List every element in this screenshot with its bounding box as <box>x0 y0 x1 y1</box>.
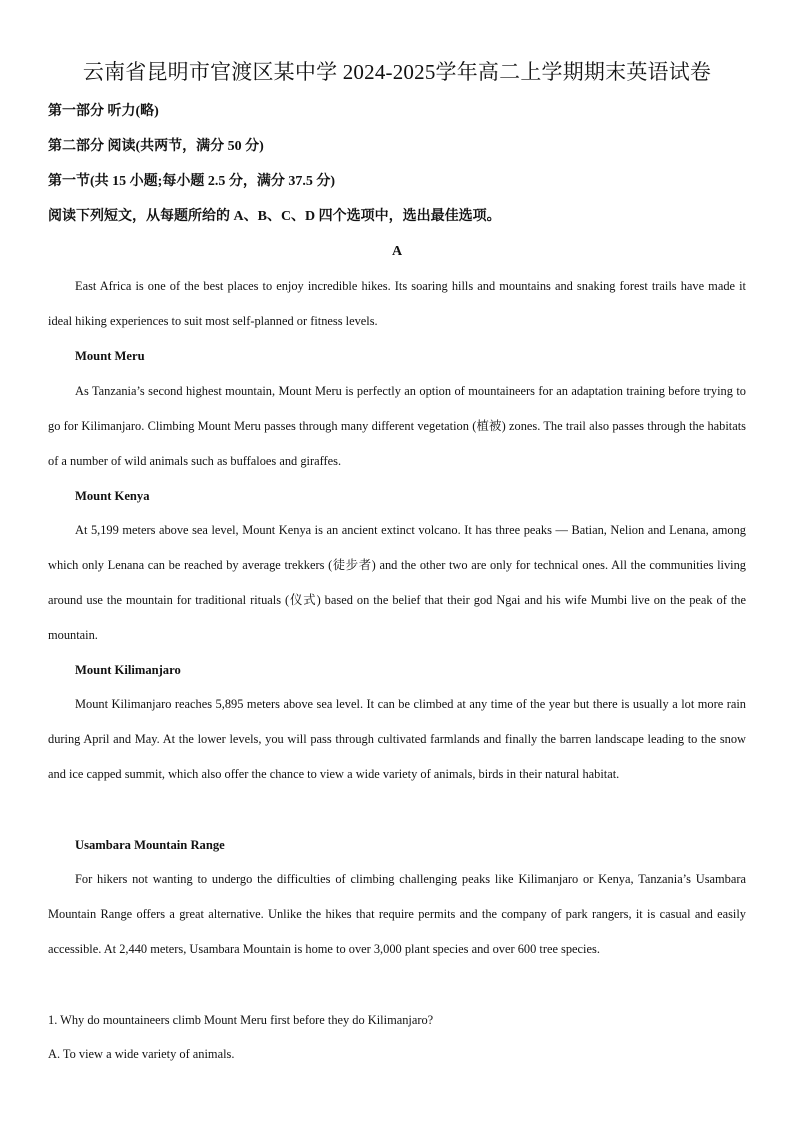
section1-heading: 第一节(共 15 小题;每小题 2.5 分，满分 37.5 分) <box>48 174 335 189</box>
instruction-text: 阅读下列短文，从每题所给的 A、B、C、D 四个选项中，选出最佳选项。 <box>48 209 501 224</box>
question-1: 1. Why do mountaineers climb Mount Meru first before they do Kilimanjaro? <box>48 1013 434 1027</box>
section-text-meru: As Tanzania’s second highest mountain, Mount Meru is perfectly an option of mountaineers for an adaptation training before trying to go for Kilimanjaro. Climbing Mount Meru passes through many different vegetation (植被) zones. The trail also passes through the habitats of a number of wild animals such as buffaloes and giraffes. <box>48 384 746 468</box>
section-heading-usambara: Usambara Mountain Range <box>75 838 225 852</box>
section-text-kilimanjaro: Mount Kilimanjaro reaches 5,895 meters above sea level. It can be climbed at any time of the year but there is usually a lot more rain during April and May. At the lower levels, you will pass through cultivated farmlands and finally the barren landscape leading to the snow and ice capped summit, which also offer the chance to view a wide variety of animals, birds in their natural habitat. <box>48 697 746 781</box>
section-heading-kilimanjaro: Mount Kilimanjaro <box>75 663 181 677</box>
section-heading-kenya: Mount Kenya <box>75 489 150 503</box>
document-title: 云南省昆明市官渡区某中学 2024-2025学年高二上学期期末英语试卷 <box>82 60 712 84</box>
part2-heading: 第二部分 阅读(共两节，满分 50 分) <box>48 139 264 154</box>
part1-heading: 第一部分 听力(略) <box>48 104 159 119</box>
section-text-usambara: For hikers not wanting to undergo the difficulties of climbing challenging peaks like Kilimanjaro or Kenya, Tanzania’s Usambara Mountain Range offers a great alternative. Unlike the hikes that require permits and the company of park rangers, it is casual and easily accessible. At 2,440 meters, Usambara Mountain is home to over 3,000 plant species and over 600 tree species. <box>48 872 746 956</box>
question-1-option-a[interactable]: A. To view a wide variety of animals. <box>48 1047 235 1061</box>
passage-label: A <box>391 244 403 259</box>
section-text-kenya: At 5,199 meters above sea level, Mount Kenya is an ancient extinct volcano. It has three peaks — Batian, Nelion and Lenana, among which only Lenana can be reached by average trekkers (徒步者) and the other two are only for technical ones. All the communities living around use the mountain for traditional rituals (仪式) based on the belief that their god Ngai and his wife Mumbi live on the peak of the mountain. <box>48 523 746 642</box>
intro-paragraph: East Africa is one of the best places to enjoy incredible hikes. Its soaring hills and mountains and snaking forest trails have made it ideal hiking experiences to suit most self-planned or fitness levels. <box>48 279 746 328</box>
section-heading-meru: Mount Meru <box>75 349 145 363</box>
